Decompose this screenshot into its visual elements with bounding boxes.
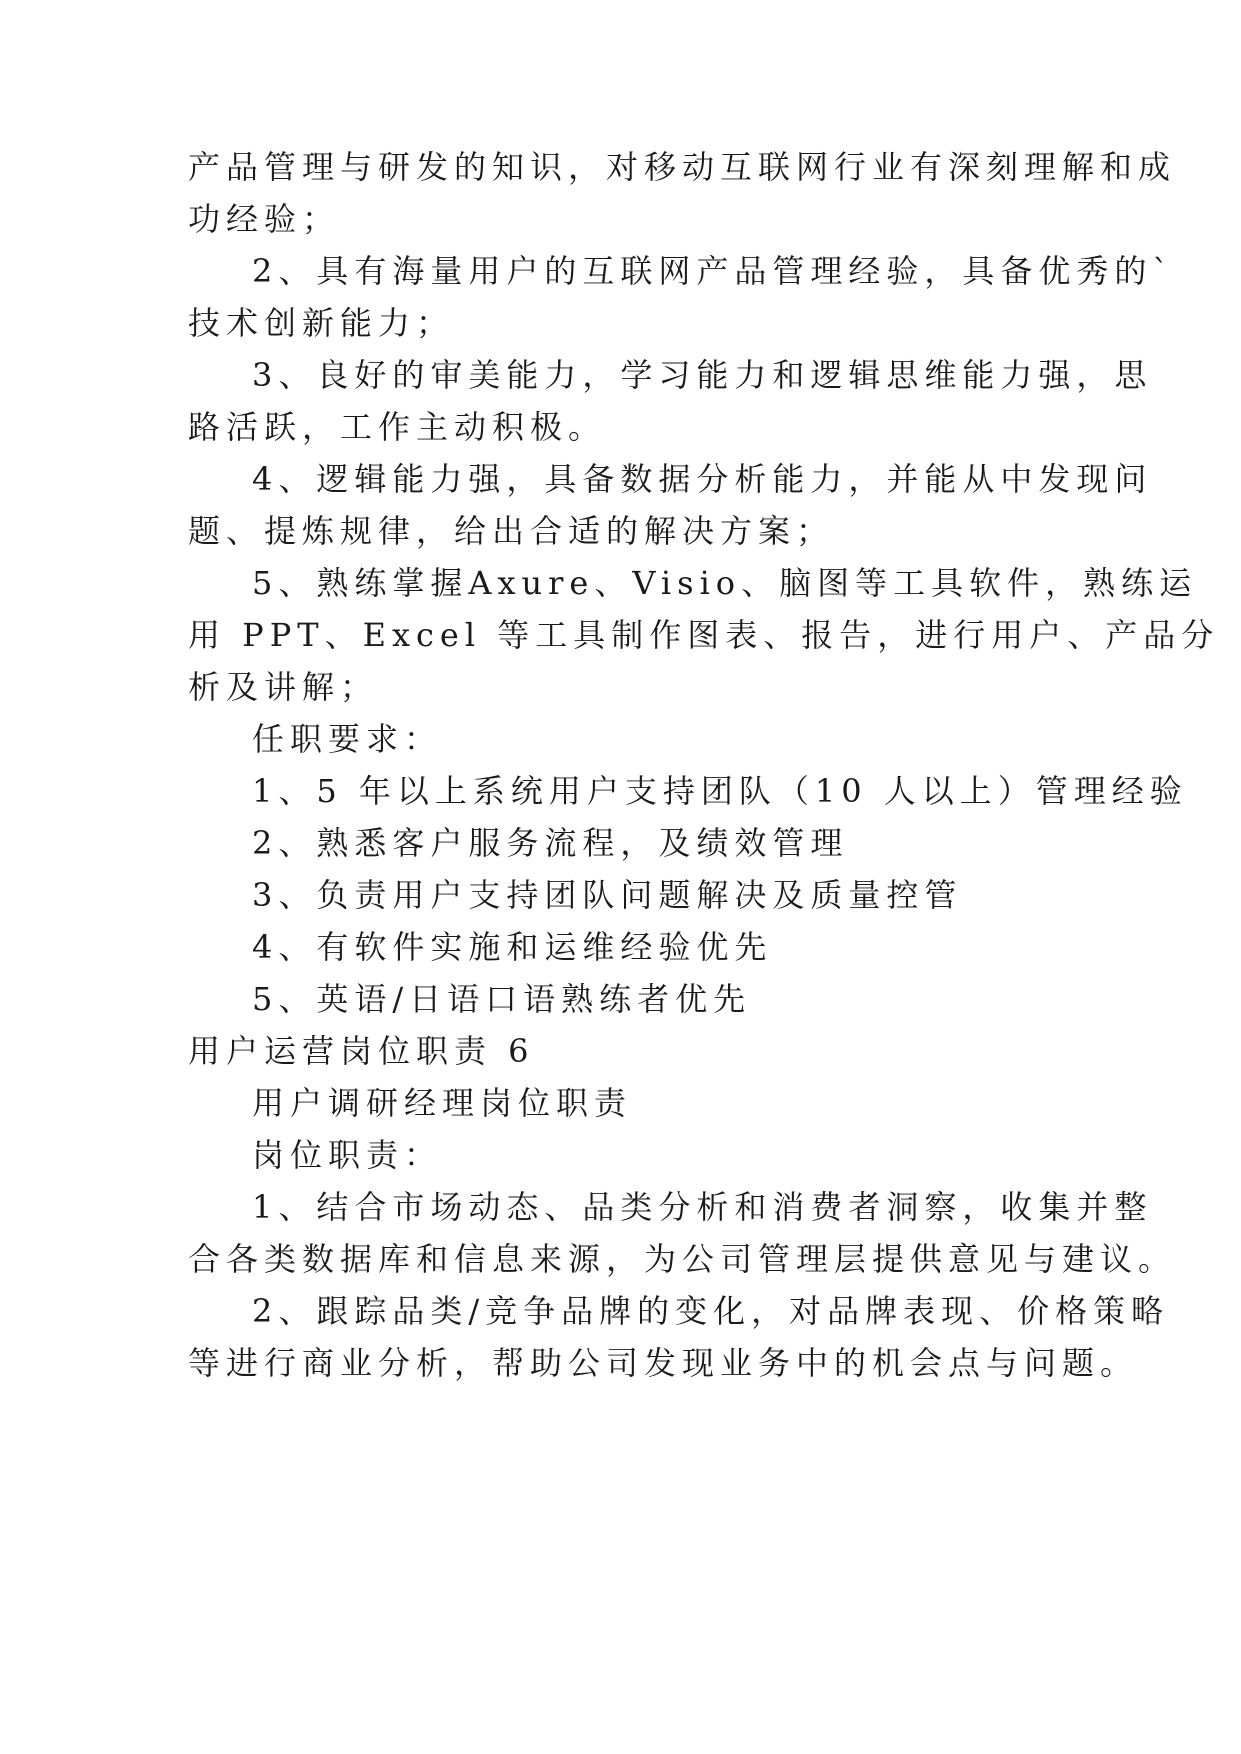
text-line: 路活跃，工作主动积极。 bbox=[188, 408, 607, 446]
list-item: 2、熟悉客户服务流程，及绩效管理 bbox=[252, 824, 849, 862]
list-item: 5、英语/日语口语熟练者优先 bbox=[252, 980, 752, 1018]
section-title: 用户运营岗位职责 6 bbox=[188, 1032, 535, 1070]
text-line: 产品管理与研发的知识，对移动互联网行业有深刻理解和成 bbox=[188, 148, 1177, 186]
list-item: 4、有软件实施和运维经验优先 bbox=[252, 928, 773, 966]
text-line: 用 PPT、Excel 等工具制作图表、报告，进行用户、产品分 bbox=[188, 616, 1220, 654]
text-line: 技术创新能力； bbox=[188, 304, 455, 342]
list-item: 1、5 年以上系统用户支持团队（10 人以上）管理经验 bbox=[252, 772, 1188, 810]
list-item: 2、具有海量用户的互联网产品管理经验，具备优秀的` bbox=[252, 252, 1175, 290]
text-line: 合各类数据库和信息来源，为公司管理层提供意见与建议。 bbox=[188, 1240, 1177, 1278]
list-item: 5、熟练掌握Axure、Visio、脑图等工具软件，熟练运 bbox=[252, 564, 1198, 602]
subsection-title: 用户调研经理岗位职责 bbox=[252, 1084, 633, 1122]
list-item: 2、跟踪品类/竞争品牌的变化，对品牌表现、价格策略 bbox=[252, 1292, 1170, 1330]
list-item: 1、结合市场动态、品类分析和消费者洞察，收集并整 bbox=[252, 1188, 1153, 1226]
text-line: 题、提炼规律，给出合适的解决方案； bbox=[188, 512, 835, 550]
text-line: 析及讲解； bbox=[188, 668, 379, 706]
list-item: 3、良好的审美能力，学习能力和逻辑思维能力强，思 bbox=[252, 356, 1153, 394]
list-item: 4、逻辑能力强，具备数据分析能力，并能从中发现问 bbox=[252, 460, 1153, 498]
section-heading: 任职要求： bbox=[252, 720, 443, 758]
text-line: 功经验； bbox=[188, 200, 341, 238]
section-heading: 岗位职责： bbox=[252, 1136, 443, 1174]
text-line: 等进行商业分析，帮助公司发现业务中的机会点与问题。 bbox=[188, 1344, 1139, 1382]
list-item: 3、负责用户支持团队问题解决及质量控管 bbox=[252, 876, 963, 914]
